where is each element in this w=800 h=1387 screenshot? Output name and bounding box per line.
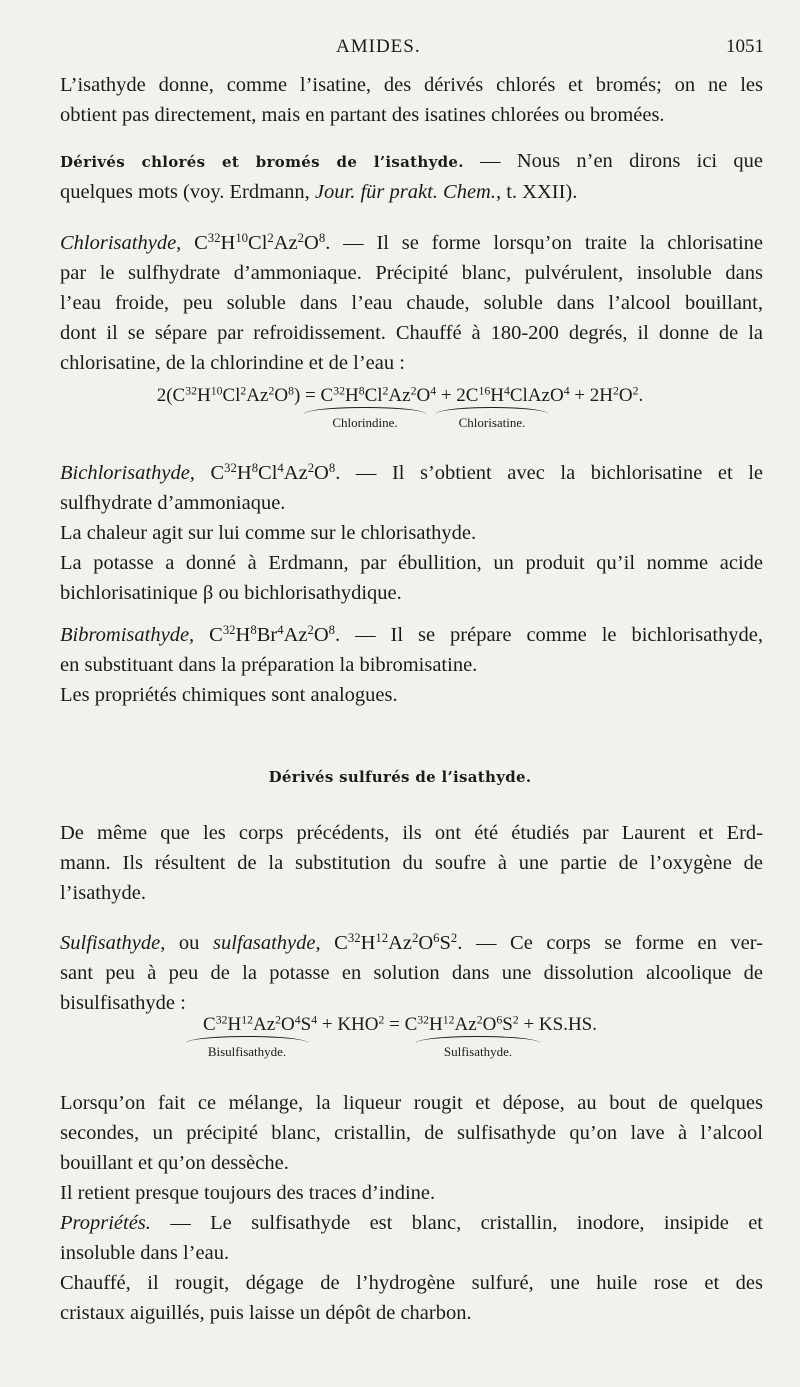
- heading-continuation: — Nous n’en dirons ici que: [463, 150, 764, 172]
- bibromisathyde-paragraph: [60, 620, 763, 710]
- compound-name: Bibromisathyde,: [60, 624, 195, 646]
- text-line: mann. Ils résultent de la substitution du soufre à une partie de l’oxygène de: [60, 852, 763, 874]
- text-line: chlorisatine, de la chlorindine et de l’eau :: [60, 352, 405, 374]
- text-line: Bichlorisathyde, $C^{32}H^8Cl^4Az^2O^8$. — Il s’obtient avec la bichlorisatine et le: [60, 461, 763, 484]
- sulfur-intro-paragraph: [60, 818, 763, 908]
- citation-text: , t. XXII).: [495, 181, 578, 203]
- text-line: Lorsqu’on fait ce mélange, la liqueur rougit et dépose, au bout de quelques: [60, 1092, 763, 1114]
- brace-label-text: Bisulfisathyde.: [207, 1044, 287, 1059]
- description-text: — Il se prépare comme le bichlorisathyde,: [340, 624, 763, 646]
- conjunction: ou: [165, 932, 213, 954]
- running-title: AMIDES.: [336, 36, 421, 57]
- text-line: dont il se sépare par refroidissement. Chauffé à 180-200 degrés, il donne de la: [60, 322, 763, 344]
- text-line: cristaux aiguillés, puis laisse un dépôt de charbon.: [60, 1302, 472, 1324]
- description-text: — Le sulfisathyde est blanc, cristallin, inodore, insipide et: [150, 1212, 763, 1234]
- text-line: sulfhydrate d’ammoniaque.: [60, 492, 286, 514]
- sulfisathyde-paragraph: [60, 928, 763, 1018]
- text-line: Chlorisathyde, $C^{32}H^{10}Cl^2Az^2O^8$. — Il se forme lorsqu’on traite la chlorisatine: [60, 231, 763, 254]
- description-text: — Ce corps se forme en ver-: [462, 932, 764, 954]
- final-paragraph: [60, 1088, 763, 1328]
- compound-name: Bichlorisathyde,: [60, 462, 195, 484]
- journal-title: Jour. für prakt. Chem.: [314, 181, 496, 203]
- text-line: bichlorisatinique β ou bichlorisathydique.: [60, 582, 402, 604]
- brace-label-sulfisathyde: [416, 1036, 540, 1060]
- description-text: — Il s’obtient avec la bichlorisatine et le: [340, 462, 763, 484]
- text-line: bisulfisathyde :: [60, 992, 186, 1014]
- text-line: l’eau froide, peu soluble dans l’eau chaude, soluble dans l’alcool bouillant,: [60, 292, 763, 314]
- text-line: obtient pas directement, mais en partant des isatines chlorées ou bromées.: [60, 104, 665, 126]
- text-line: [60, 1208, 763, 1238]
- text-line: insoluble dans l’eau.: [60, 1242, 230, 1264]
- compound-name: Sulfisathyde,: [60, 932, 166, 954]
- section-heading: Dérivés chlorés et bromés de l’isathyde.: [60, 153, 464, 171]
- running-header: [0, 36, 800, 60]
- reaction-equation-2: $C^{32}H^{12}Az^2O^4S^4 + KHO^2 = C^{32}H^{12}Az^2O^6S^2 + KS.HS$.: [203, 1013, 597, 1035]
- section-chlorinated-paragraph: [60, 146, 763, 207]
- text-line: bouillant et qu’on dessèche.: [60, 1152, 289, 1174]
- text-line: [60, 146, 763, 177]
- text-line: La chaleur agit sur lui comme sur le chlorisathyde.: [60, 522, 477, 544]
- text-line: Bibromisathyde, $C^{32}H^8Br^4Az^2O^8$. — Il se prépare comme le bichlorisathyde,: [60, 623, 763, 646]
- properties-label: Propriétés.: [60, 1212, 151, 1234]
- text-line: Sulfisathyde, ou sulfasathyde, $C^{32}H^{12}Az^2O^6S^2$. — Ce corps se forme en ver-: [60, 931, 764, 954]
- compound-name-alt: sulfasathyde,: [212, 932, 321, 954]
- text-line: en substituant dans la préparation la bibromisatine.: [60, 654, 478, 676]
- section-heading-sulfurated: Dérivés sulfurés de l’isathyde.: [268, 768, 532, 786]
- brace-label-chlorisatine: [436, 407, 548, 431]
- description-text: — Il se forme lorsqu’on traite la chlorisatine: [330, 232, 763, 254]
- text-line: par le sulfhydrate d’ammoniaque. Précipité blanc, pulvérulent, insoluble dans: [60, 262, 763, 284]
- reaction-equation-1: $2(C^{32}H^{10}Cl^2Az^2O^8) = C^{32}H^8Cl^2Az^2O^4$ + $2C^{16}H^4ClAzO^4 + 2H^2O^2$.: [156, 384, 644, 406]
- brace-label-text: Sulfisathyde.: [443, 1044, 513, 1059]
- brace-label-chlorindine: [304, 407, 426, 431]
- chlorisathyde-paragraph: [60, 228, 763, 378]
- text-line: Chauffé, il rougit, dégage de l’hydrogène sulfuré, une huile rose et des: [60, 1272, 763, 1294]
- page-number: 1051: [726, 36, 764, 57]
- bichlorisathyde-paragraph: [60, 458, 763, 608]
- intro-paragraph: [60, 70, 763, 130]
- text-line: secondes, un précipité blanc, cristallin, de sulfisathyde qu’on lave à l’alcool: [60, 1122, 763, 1144]
- citation-text: quelques mots (voy. Erdmann,: [60, 181, 315, 203]
- compound-name: Chlorisathyde,: [60, 232, 182, 254]
- brace-label-text: Chlorindine.: [332, 415, 398, 430]
- brace-label-bisulfisathyde: [186, 1036, 308, 1060]
- text-line: L’isathyde donne, comme l’isatine, des dérivés chlorés et bromés; on ne les: [60, 74, 763, 96]
- text-line: [60, 177, 763, 207]
- text-line: La potasse a donné à Erdmann, par ébullition, un produit qu’il nomme acide: [60, 552, 763, 574]
- text-line: Les propriétés chimiques sont analogues.: [60, 684, 398, 706]
- brace-label-text: Chlorisatine.: [458, 415, 526, 430]
- text-line: Il retient presque toujours des traces d’indine.: [60, 1182, 436, 1204]
- text-line: sant peu à peu de la potasse en solution dans une dissolution alcoolique de: [60, 962, 763, 984]
- text-line: l’isathyde.: [60, 882, 146, 904]
- text-line: De même que les corps précédents, ils ont été étudiés par Laurent et Erd-: [60, 822, 763, 844]
